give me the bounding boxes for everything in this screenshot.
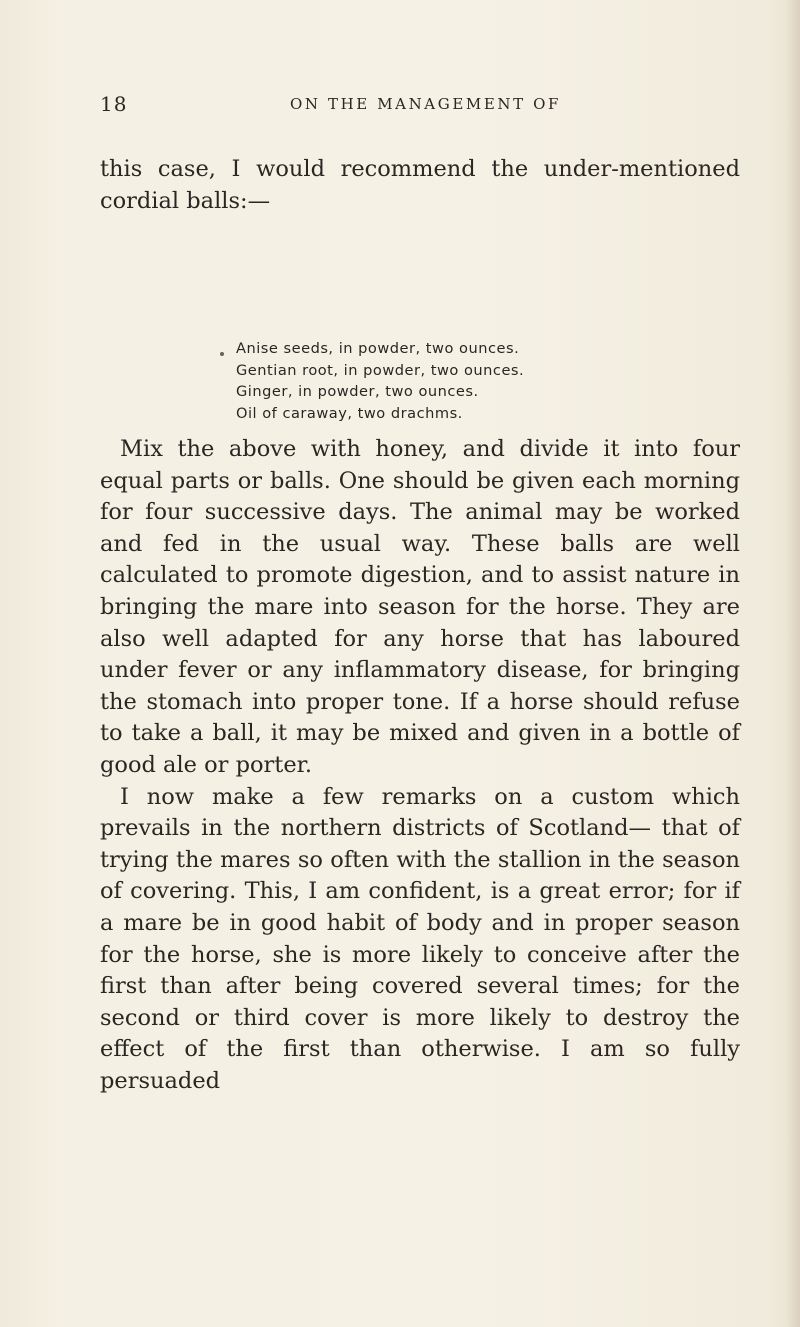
intro-paragraph: this case, I would recommend the under-mentioned cordial balls:—: [100, 156, 740, 214]
main-text: [100, 434, 740, 1097]
running-title: ON THE MANAGEMENT OF: [290, 95, 561, 113]
recipe-item: Gentian root, in powder, two ounces.: [236, 361, 525, 379]
page-number: 18: [100, 92, 128, 116]
recipe-item: Ginger, in powder, two ounces.: [236, 383, 479, 401]
running-head: [100, 92, 740, 118]
recipe-item: Oil of caraway, two drachms.: [236, 404, 463, 422]
recipe-item: Anise seeds, in powder, two ounces.: [236, 340, 520, 357]
margin-mark: [220, 352, 224, 356]
paragraph-mix-instructions: Mix the above with honey, and divide it into four equal parts or balls. One should be given each morning for four successive days. The animal may be worked and fed in the usual way. These balls are well calculated to promote digestion, and to assist nature in bringing the mare into season for the horse. They are also well adapted for any horse that has laboured under fever or any inflammatory disease, for bringing the stomach into proper tone. If a horse should refuse to take a ball, it may be mixed and given in a bottle of good ale or porter.: [100, 436, 740, 778]
paragraph-custom-remarks: I now make a few remarks on a custom which prevails in the northern districts of Scotland— that of trying the mares so often with the stallion in the season of covering. This, I am confident, is a great error; for if a mare be in good habit of body and in proper season for the horse, she is more likely to conceive after the first than after being covered several times; for the second or third cover is more likely to destroy the effect of the first than otherwise. I am so fully persuaded: [100, 783, 740, 1094]
page-edge-shadow: [786, 0, 800, 1327]
recipe-list: [236, 338, 524, 424]
